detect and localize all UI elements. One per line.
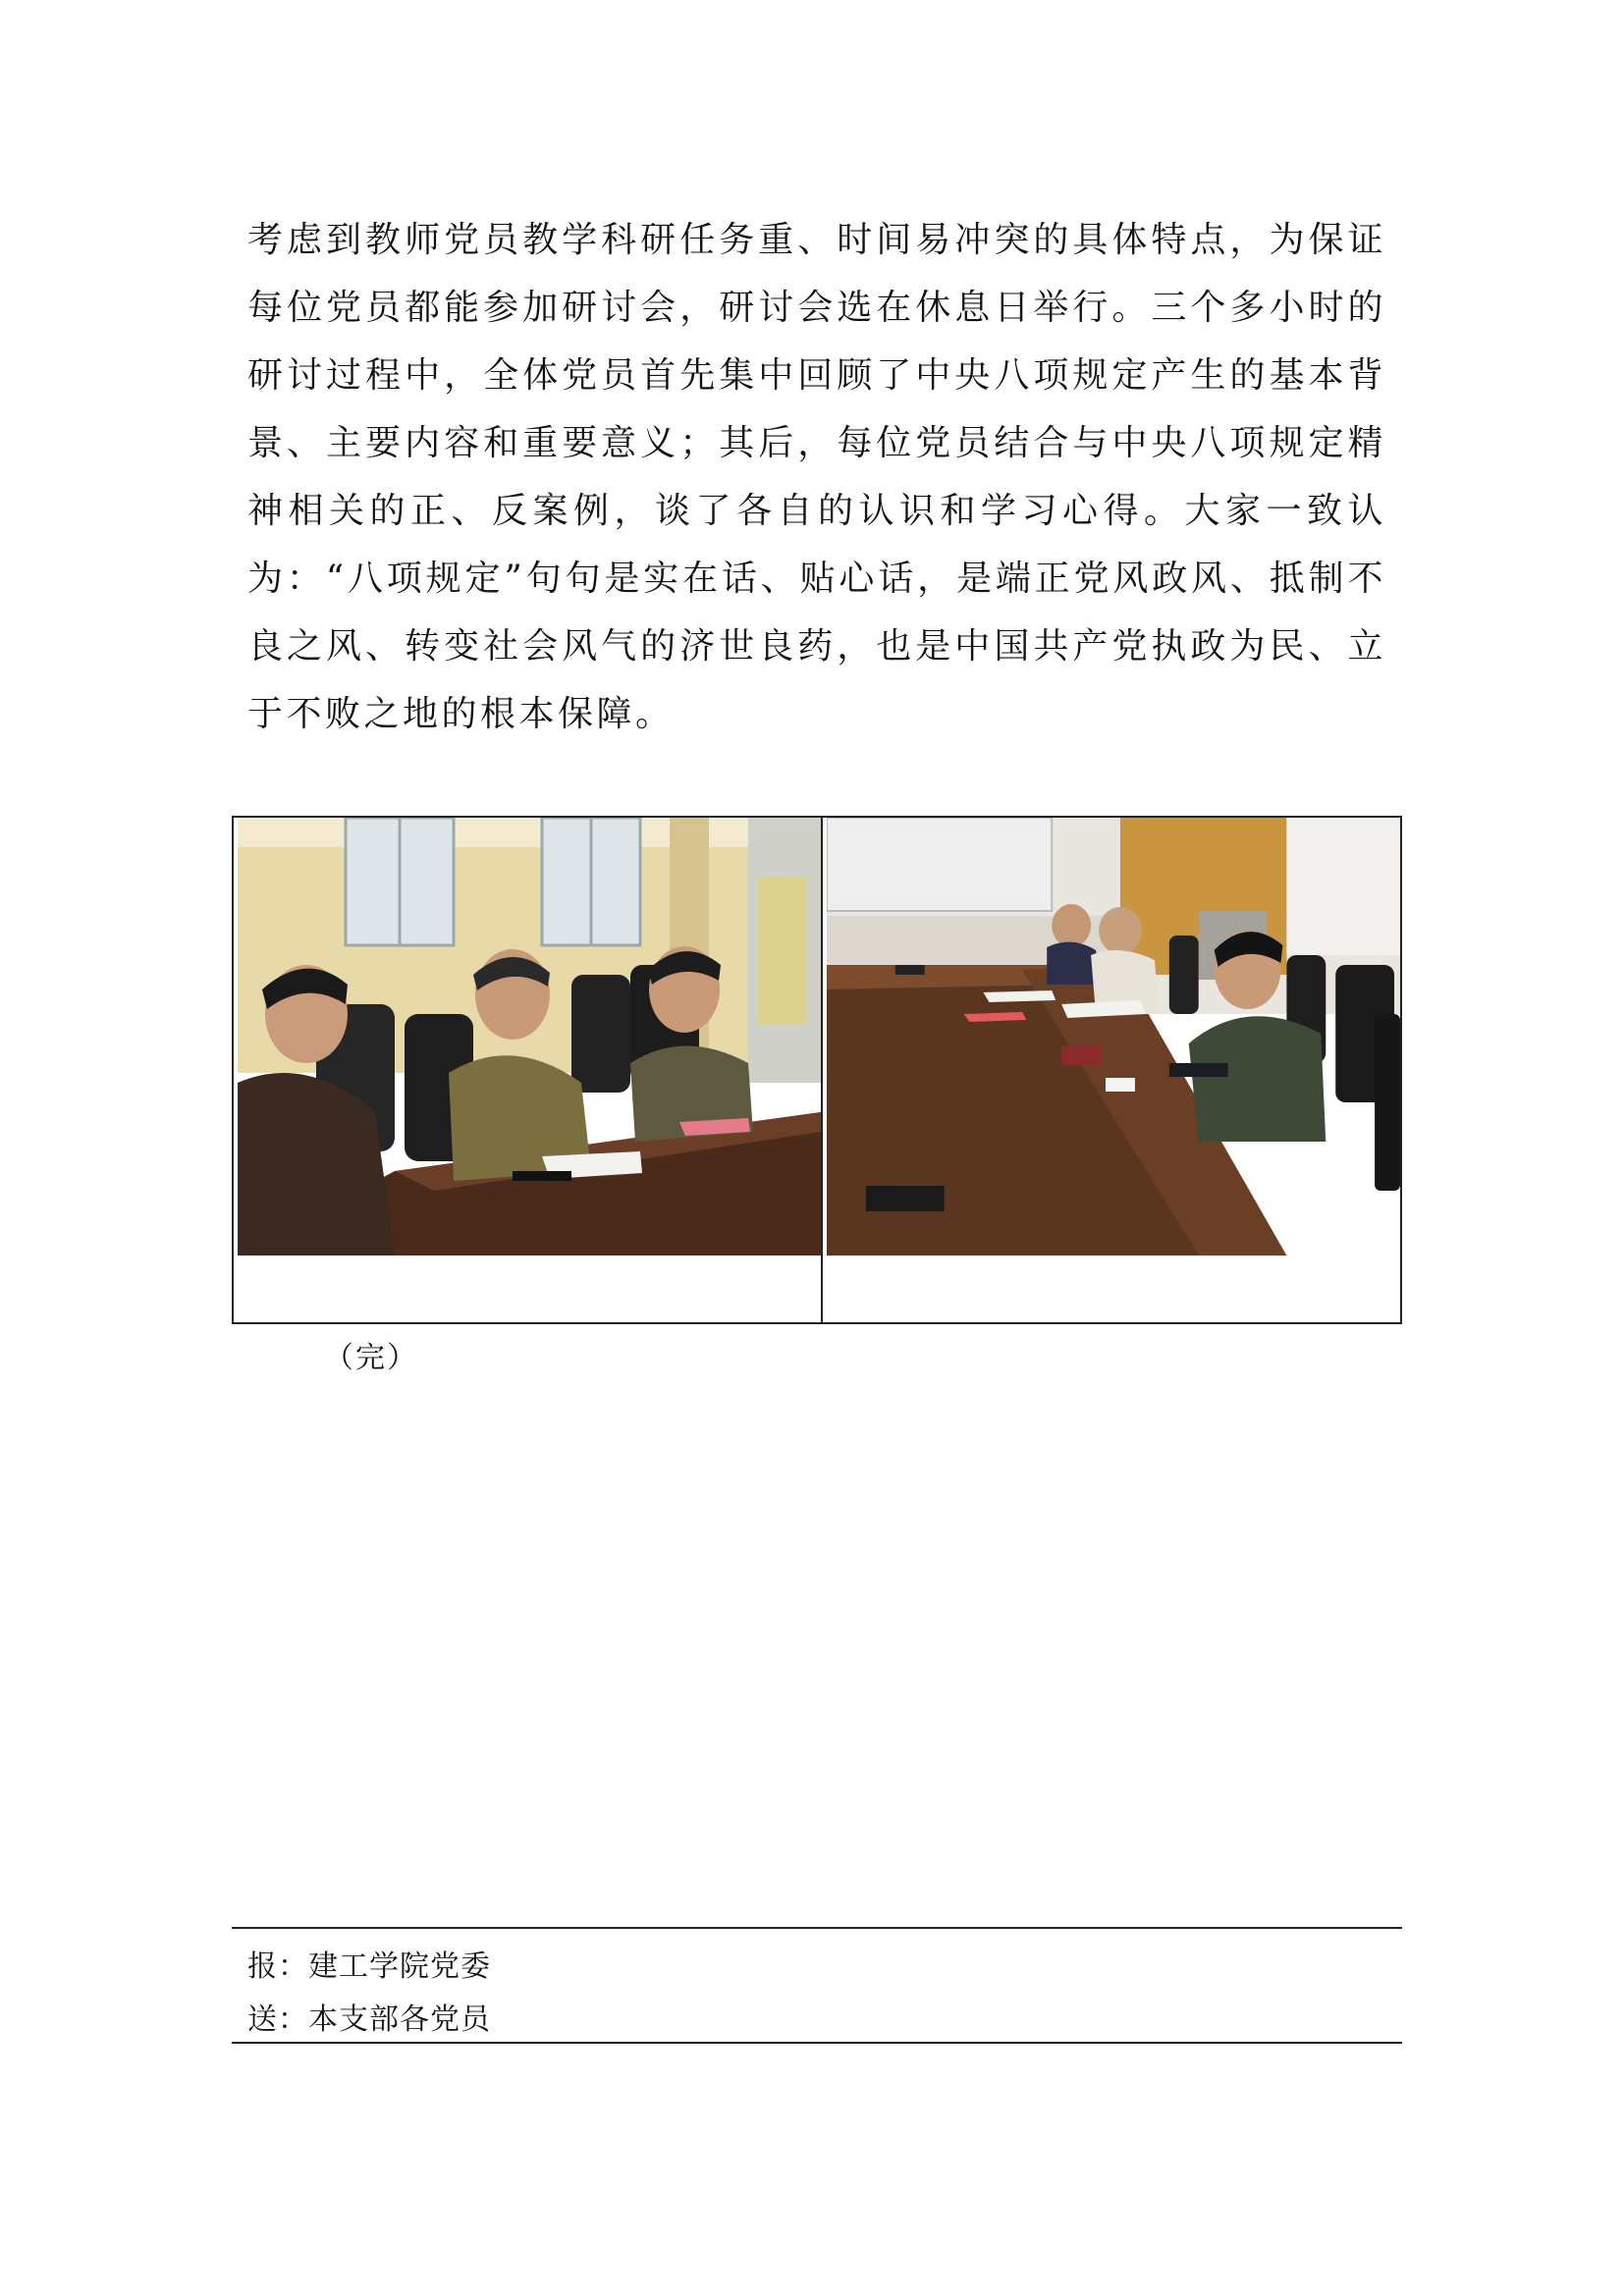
footer-bottom-rule	[232, 2042, 1402, 2044]
photo-cell-left	[234, 818, 823, 1322]
report-to-line: 报：建工学院党委	[247, 1949, 491, 1984]
photo-table	[232, 816, 1402, 1324]
meeting-photo-left	[238, 818, 821, 1255]
meeting-photo-right	[827, 818, 1400, 1255]
photo-cell-right	[823, 818, 1400, 1322]
send-to-line: 送：本支部各党员	[247, 2002, 491, 2037]
end-mark: （完）	[324, 1341, 418, 1375]
footer-top-rule	[232, 1927, 1402, 1929]
body-paragraph: 考虑到教师党员教学科研任务重、时间易冲突的具体特点，为保证每位党员都能参加研讨会，研讨会选在休息日举行。三个多小时的研讨过程中，全体党员首先集中回顾了中央八项规定产生的基本背景、主要内容和重要意义；其后，每位党员结合与中央八项规定精神相关的正、反案例，谈了各自的认识和学习心得。大家一致认为：“八项规定”句句是实在话、贴心话，是端正党风政风、抵制不良之风、转变社会风气的济世良药，也是中国共产党执政为民、立于不败之地的根本保障。	[247, 220, 1386, 734]
